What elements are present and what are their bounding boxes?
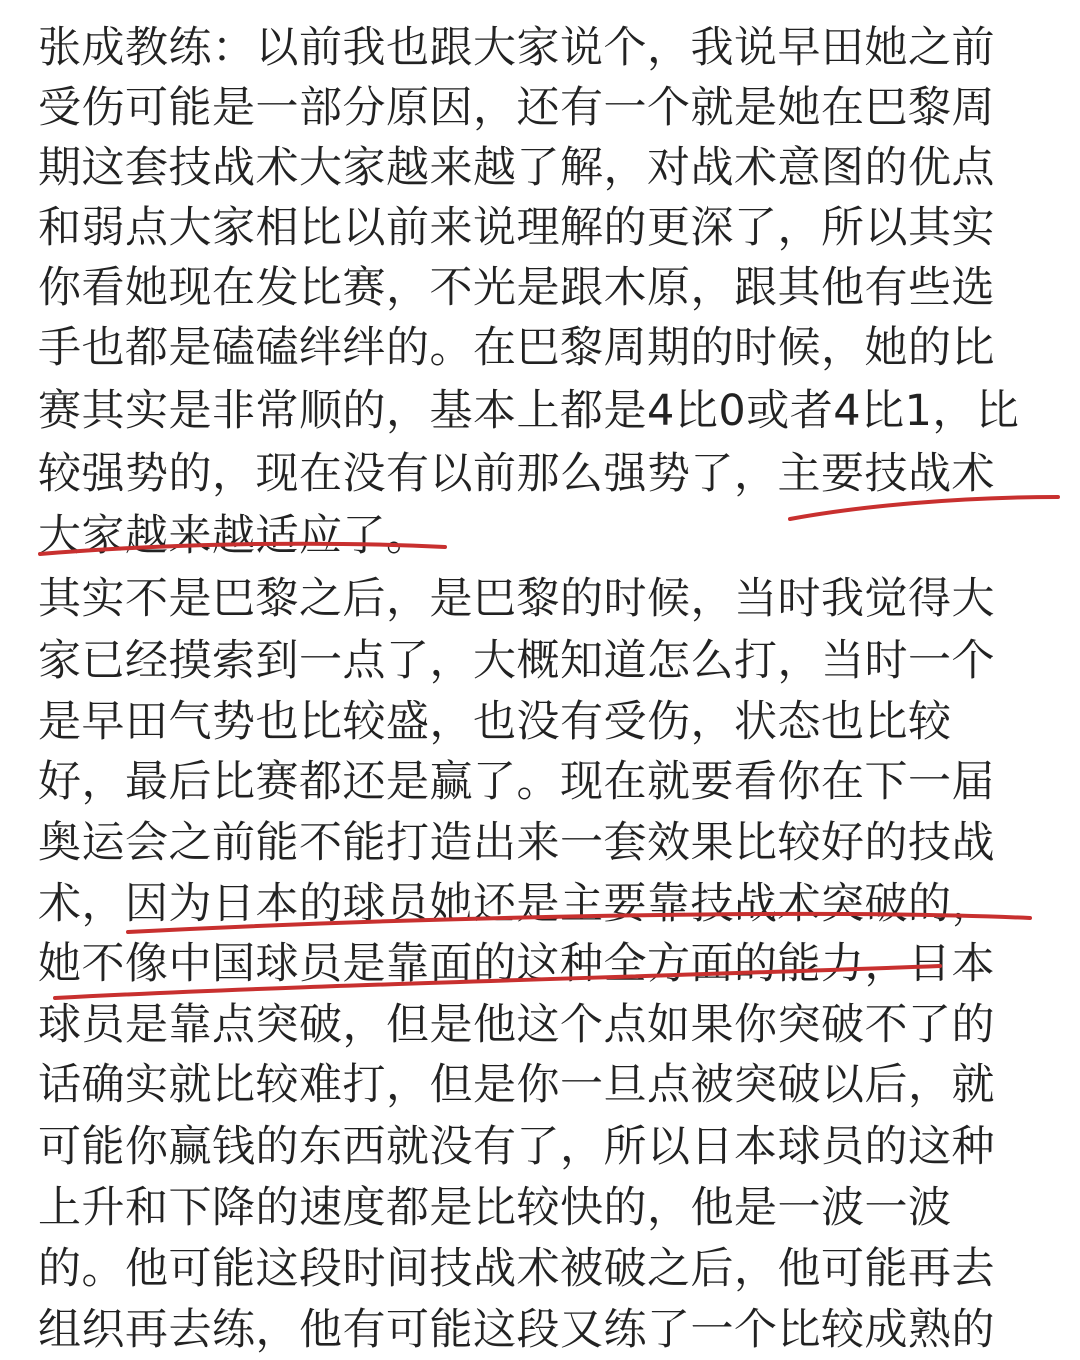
text-line: 你看她现在发比赛，不光是跟木原，跟其他有些选	[38, 263, 995, 313]
text-line: 球员是靠点突破，但是他这个点如果你突破不了的	[38, 1000, 995, 1050]
text-line: 赛其实是非常顺的，基本上都是4比0或者4比1，比	[38, 386, 1020, 436]
text-line: 上升和下降的速度都是比较快的，他是一波一波	[38, 1183, 952, 1233]
text-line: 其实不是巴黎之后，是巴黎的时候，当时我觉得大	[38, 574, 995, 624]
text-line: 受伤可能是一部分原因，还有一个就是她在巴黎周	[38, 83, 995, 133]
text-line: 和弱点大家相比以前来说理解的更深了，所以其实	[38, 203, 995, 253]
text-line: 可能你赢钱的东西就没有了，所以日本球员的这种	[38, 1122, 995, 1172]
text-line: 张成教练：以前我也跟大家说个，我说早田她之前	[38, 23, 995, 73]
text-line: 话确实就比较难打，但是你一旦点被突破以后，就	[38, 1060, 995, 1110]
text-line: 术，因为日本的球员她还是主要靠技战术突破的，	[38, 879, 995, 929]
text-line: 大家越来越适应了。	[38, 511, 430, 561]
text-line: 的。他可能这段时间技战术被破之后，他可能再去	[38, 1244, 995, 1294]
text-line: 奥运会之前能不能打造出来一套效果比较好的技战	[38, 818, 995, 868]
text-line: 好，最后比赛都还是赢了。现在就要看你在下一届	[38, 757, 995, 807]
text-line: 较强势的，现在没有以前那么强势了，主要技战术	[38, 449, 995, 499]
text-line: 家已经摸索到一点了，大概知道怎么打，当时一个	[38, 636, 995, 686]
text-line: 组织再去练，他有可能这段又练了一个比较成熟的	[38, 1305, 995, 1355]
text-line: 她不像中国球员是靠面的这种全方面的能力，日本	[38, 939, 995, 989]
text-line: 期这套技战术大家越来越了解，对战术意图的优点	[38, 143, 995, 193]
text-line: 手也都是磕磕绊绊的。在巴黎周期的时候，她的比	[38, 323, 995, 373]
text-line: 是早田气势也比较盛，也没有受伤，状态也比较	[38, 697, 952, 747]
